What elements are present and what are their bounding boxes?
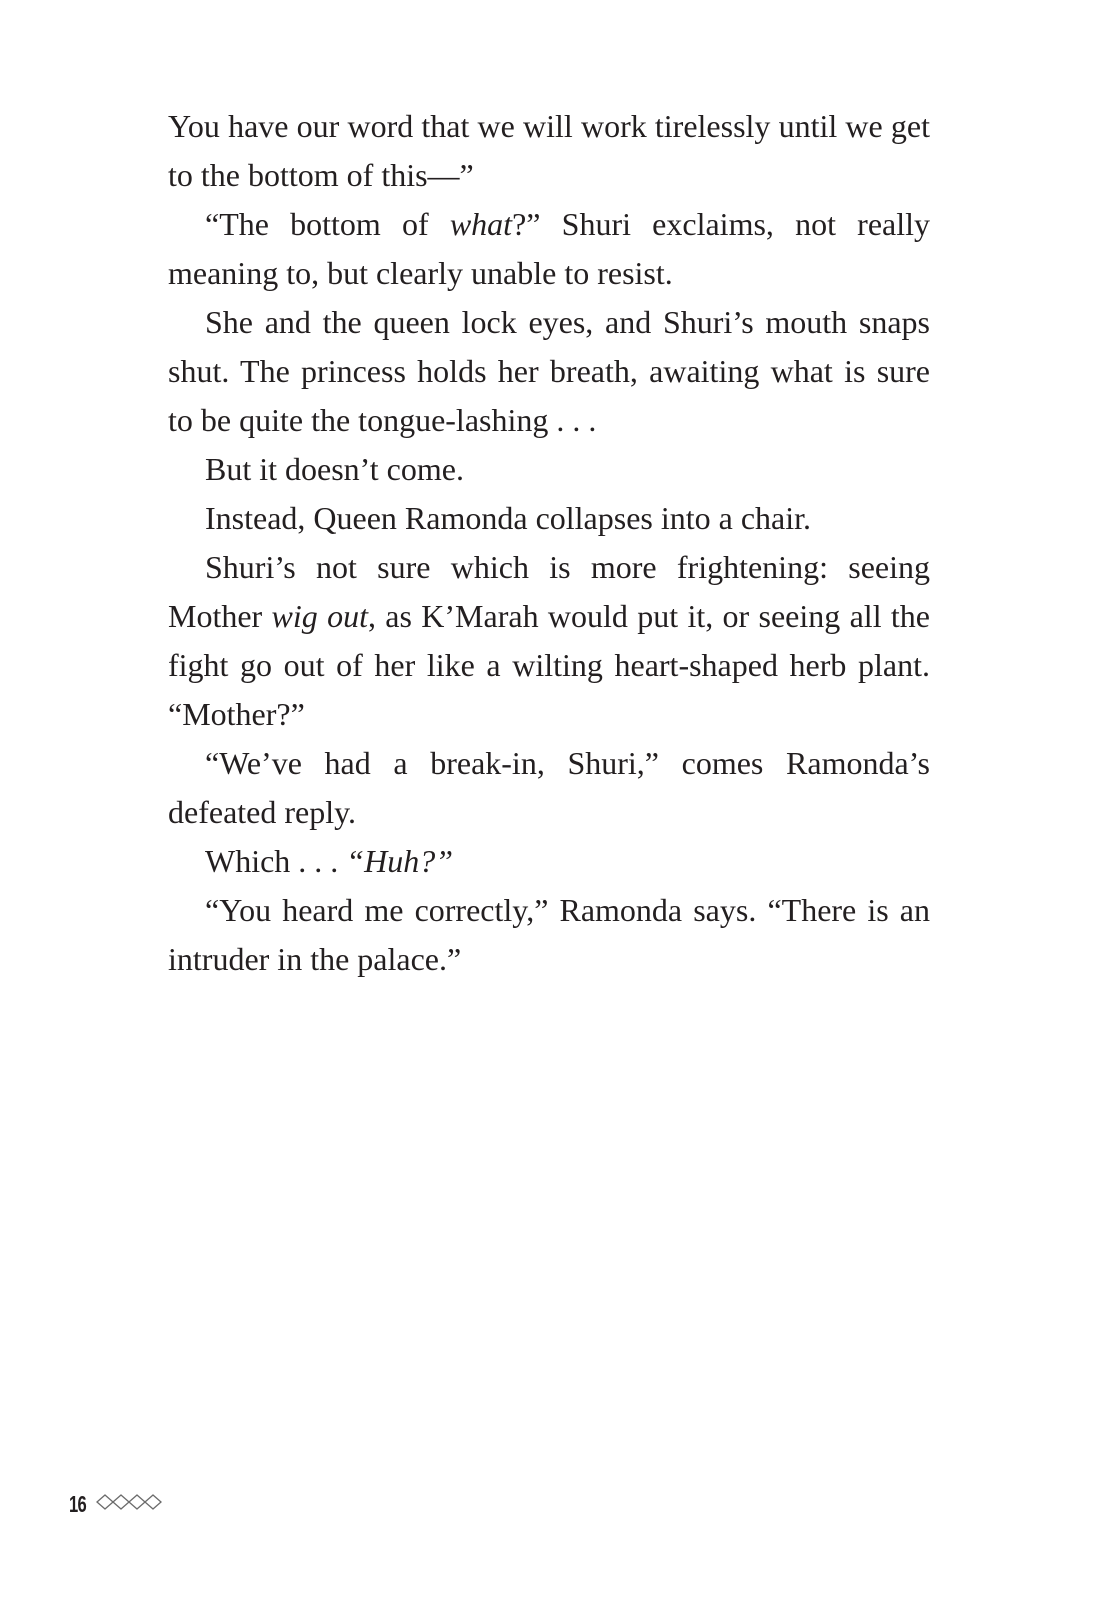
paragraph [168,298,930,445]
paragraph [168,837,930,886]
italic-text: wig out [271,598,368,634]
text-run: But it doesn’t come. [205,451,464,487]
text-run: You have our word that we will work tirelessly until we get to the bottom of this—” [168,108,930,193]
paragraph [168,494,930,543]
text-run: “We’ve had a break-in, Shuri,” comes Ramonda’s defeated reply. [168,745,930,830]
italic-text: “Huh?” [346,843,453,879]
paragraph [168,886,930,984]
text-run: , as K’Marah would put it, or seeing all the fight go out of her like a wilting heart-shaped herb plant. “Mother?” [168,598,931,732]
paragraph [168,739,930,837]
paragraph [168,200,930,298]
text-run: Which . . . [205,843,347,879]
page-footer [69,1489,165,1519]
text-run: She and the queen lock eyes, and Shuri’s mouth snaps shut. The princess holds her breath, awaiting what is sure to be quite the tongue-lashing . . . [168,304,930,438]
diamond-chain-icon [95,1493,165,1516]
paragraph [168,543,930,739]
page-body [168,102,930,984]
text-run: ?” Shuri exclaims, not really meaning to, but clearly unable to resist. [168,206,931,291]
text-run: Shuri’s not sure which is more frightening: seeing Mother [168,549,930,634]
text-run: Instead, Queen Ramonda collapses into a chair. [205,500,812,536]
page-number: 16 [69,1490,86,1517]
text-run: “The bottom of [205,206,450,242]
italic-text: what [449,206,513,242]
text-run: “You heard me correctly,” Ramonda says. “There is an intruder in the palace.” [168,892,930,977]
paragraph [168,102,930,200]
paragraph [168,445,930,494]
